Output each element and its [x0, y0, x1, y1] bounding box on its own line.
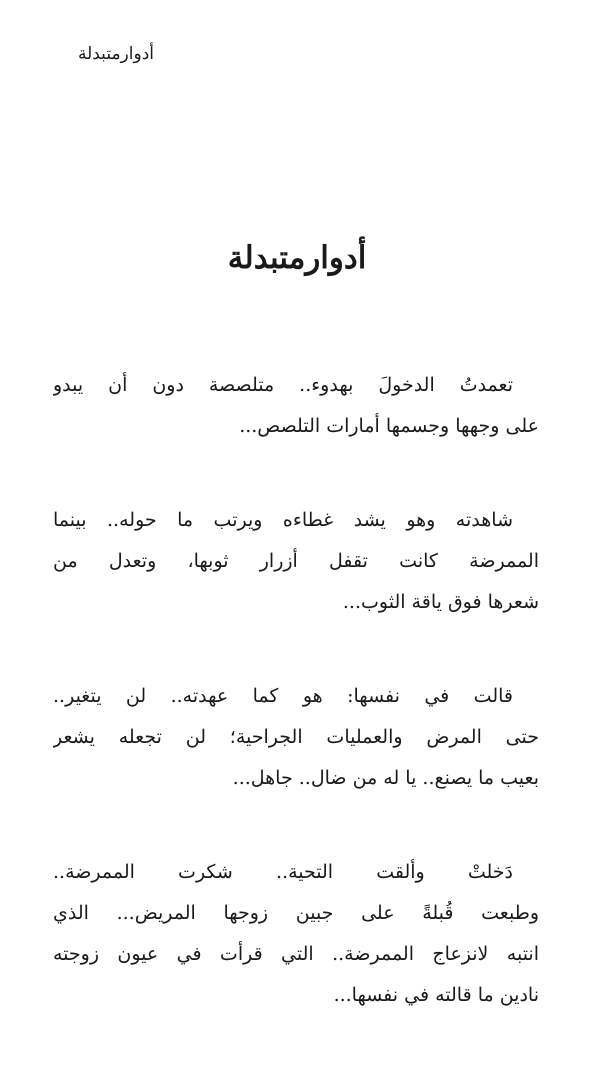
paragraph-2: [53, 500, 539, 623]
paragraph-4: [53, 852, 539, 1016]
paragraph-line: قالت في نفسها: هو كما عهدته.. لن يتغير..: [53, 685, 513, 707]
paragraph-line: انتبه لانزعاج الممرضة.. التي قرأت في عيون زوجته: [53, 943, 539, 965]
story-body: [53, 365, 539, 1069]
paragraph-line: الممرضة كانت تقفل أزرار ثوبها، وتعدل من: [53, 550, 539, 572]
paragraph-line: نادين ما قالته في نفسها...: [333, 984, 539, 1006]
paragraph-3: [53, 676, 539, 799]
paragraph-line: بعيب ما يصنع.. يا له من ضال.. جاهل...: [232, 767, 539, 789]
paragraph-line: على وجهها وجسمها أمارات التلصص...: [239, 415, 539, 437]
paragraph-line: تعمدتُ الدخولَ بهدوء.. متلصصة دون أن يبدو: [53, 374, 513, 396]
paragraph-1: [53, 365, 539, 447]
paragraph-line: شعرها فوق ياقة الثوب...: [342, 591, 539, 613]
paragraph-line: حتى المرض والعمليات الجراحية؛ لن تجعله يشعر: [53, 726, 539, 748]
chapter-title: أدوارمتبدلة: [227, 240, 367, 276]
paragraph-line: وطبعت قُبلةً على جبين زوجها المريض... الذي: [53, 902, 539, 924]
paragraph-line: شاهدته وهو يشد غطاءه ويرتب ما حوله.. بينما: [53, 509, 513, 531]
running-header: أدوارمتبدلة: [77, 44, 154, 64]
paragraph-line: دَخلتْ وألقت التحية.. شكرت الممرضة..: [53, 861, 513, 883]
